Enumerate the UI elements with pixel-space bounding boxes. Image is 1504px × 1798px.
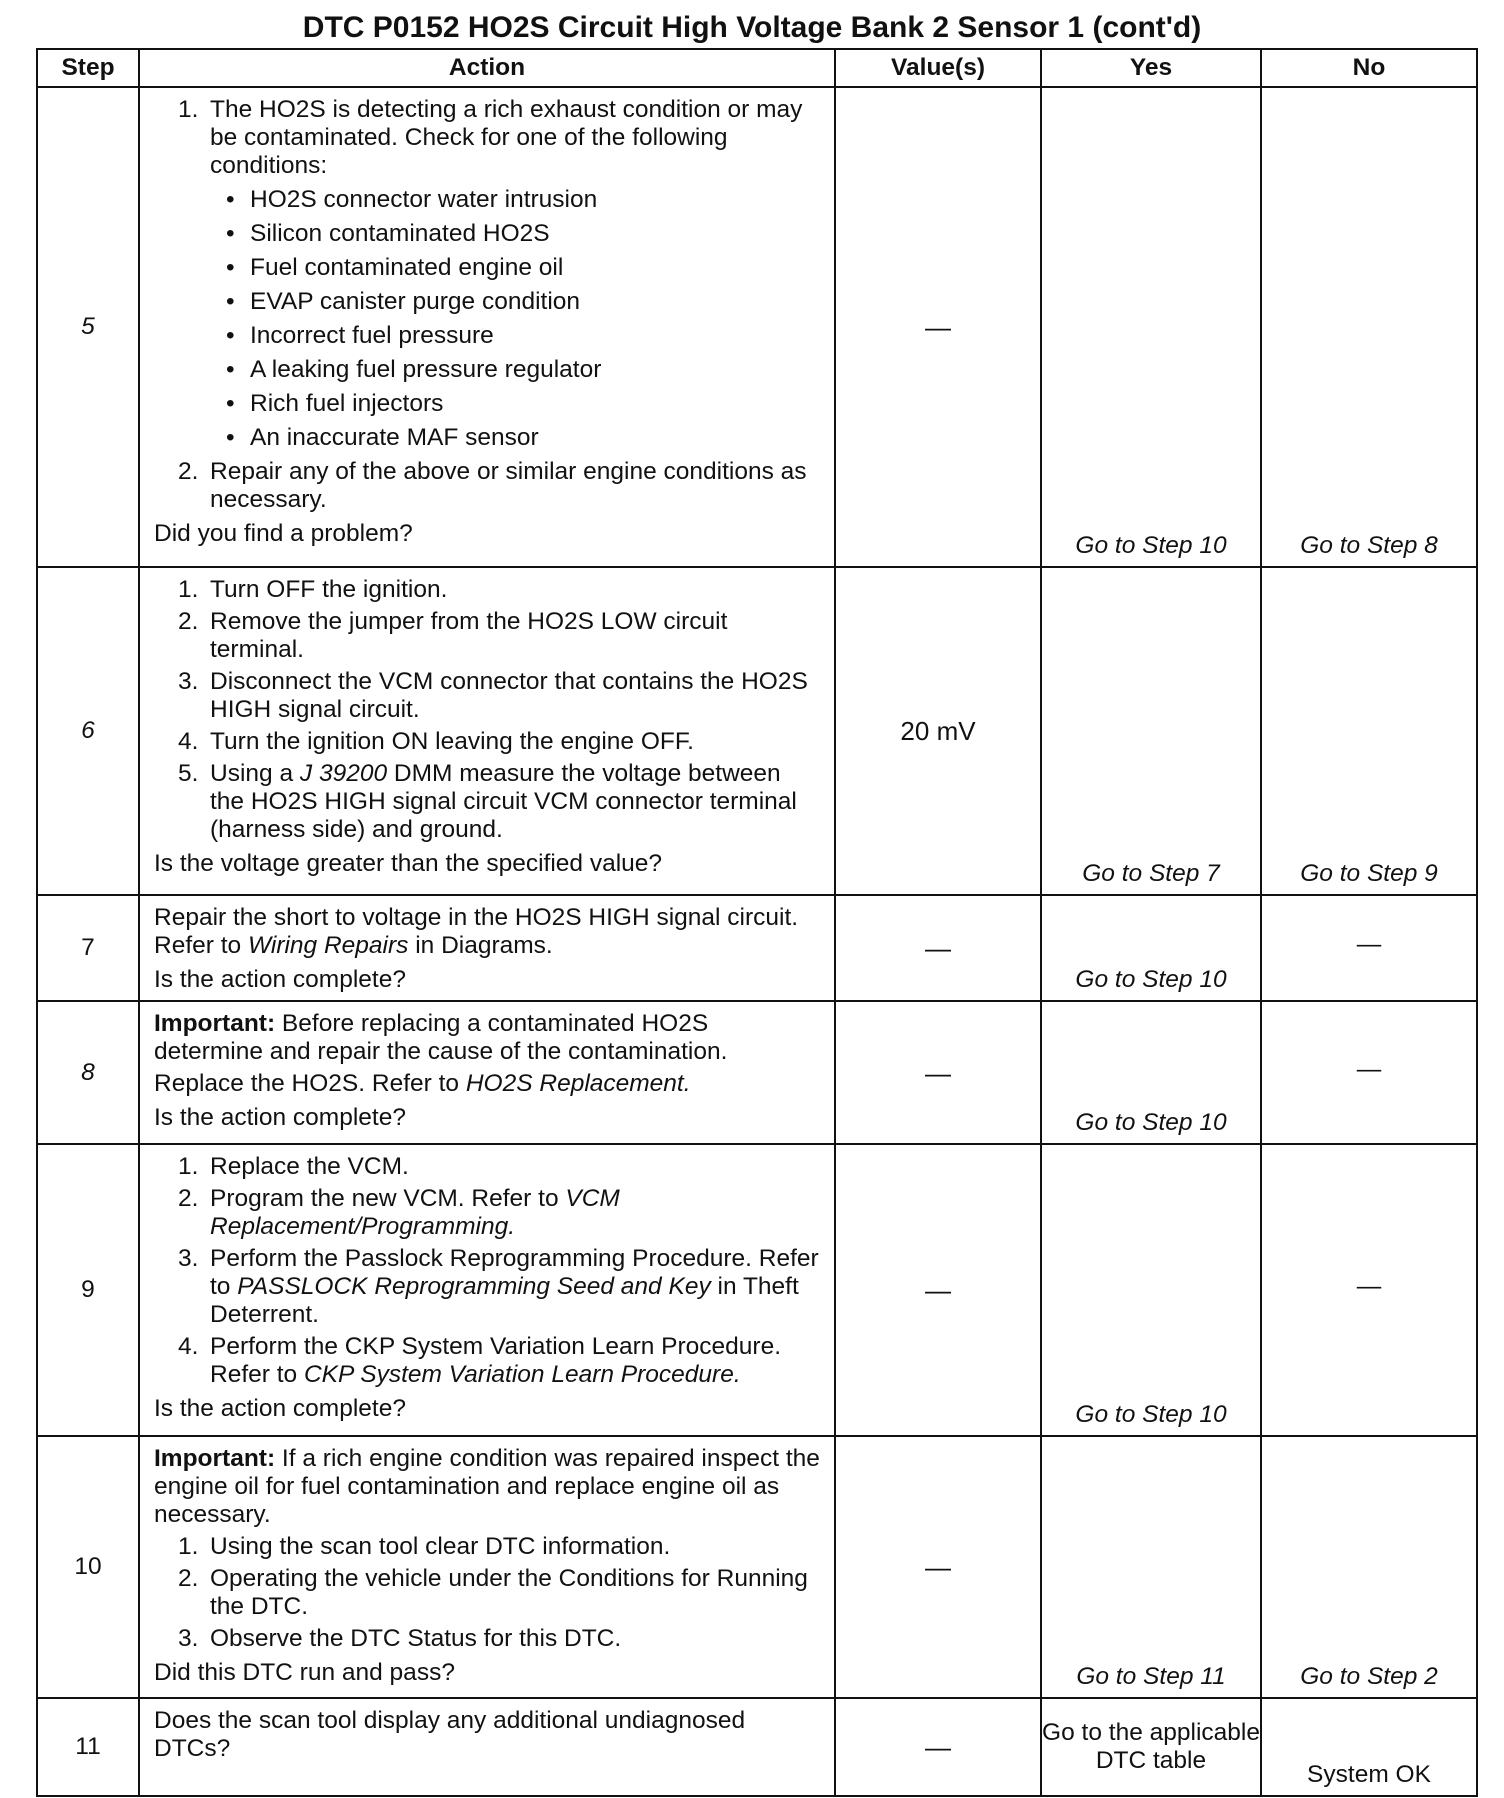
action-question: Does the scan tool display any additional undiagnosed DTCs? — [154, 1707, 746, 1762]
condition-item: EVAP canister purge condition — [250, 288, 581, 315]
value-cell: — — [835, 1698, 1041, 1796]
doc-reference: HO2S Replacement. — [465, 1070, 691, 1097]
no-cell: Go to Step 9 — [1261, 567, 1477, 895]
list-number: 1. — [178, 1153, 199, 1180]
value-cell: — — [835, 87, 1041, 567]
action-step-text: Replace the VCM. — [210, 1153, 409, 1180]
doc-reference: Wiring Repairs — [247, 932, 409, 959]
tool-reference: J 39200 — [299, 760, 388, 787]
action-step-text: DMM measure the voltage between the HO2S HIGH signal circuit VCM connector terminal (harness side) and ground. — [210, 760, 797, 843]
action-cell — [139, 895, 835, 1001]
value-cell: — — [835, 1144, 1041, 1436]
list-number: 1. — [178, 576, 199, 603]
condition-item: Incorrect fuel pressure — [250, 322, 494, 349]
table-row-step-7 — [37, 895, 1477, 1001]
no-cell: Go to Step 2 — [1261, 1436, 1477, 1698]
table-row-step-5 — [37, 87, 1477, 567]
condition-item: An inaccurate MAF sensor — [250, 424, 539, 451]
action-step-text: Turn the ignition ON leaving the engine OFF. — [210, 728, 694, 755]
no-cell: — — [1261, 1001, 1477, 1144]
value-cell: 20 mV — [835, 567, 1041, 895]
action-question: Is the action complete? — [154, 1395, 406, 1422]
list-number: 3. — [178, 1625, 199, 1652]
no-cell: — — [1261, 1144, 1477, 1436]
action-question: Did this DTC run and pass? — [154, 1659, 455, 1686]
action-step-text: Program the new VCM. Refer to — [210, 1185, 566, 1212]
action-step-text: in Theft Deterrent. — [210, 1273, 799, 1328]
list-number: 3. — [178, 1245, 199, 1272]
no-cell: Go to Step 8 — [1261, 87, 1477, 567]
important-label: Important: — [154, 1445, 276, 1472]
action-cell — [139, 567, 835, 895]
header-step: Step — [37, 49, 139, 87]
action-step-text: Perform the Passlock Reprogramming Procedure. Refer to — [210, 1245, 819, 1300]
action-question: Did you find a problem? — [154, 520, 413, 547]
action-question: Is the voltage greater than the specified value? — [154, 850, 663, 877]
condition-item: Silicon contaminated HO2S — [250, 220, 550, 247]
action-cell — [139, 1144, 835, 1436]
action-step-text: Repair the short to voltage in the HO2S HIGH signal circuit. Refer to — [154, 904, 799, 959]
step-number: 10 — [37, 1436, 139, 1698]
condition-item: A leaking fuel pressure regulator — [250, 356, 602, 383]
action-cell — [139, 1436, 835, 1698]
list-number: 2. — [178, 608, 199, 635]
header-no: No — [1261, 49, 1477, 87]
action-step-text: Using the scan tool clear DTC information. — [210, 1533, 671, 1560]
header-values: Value(s) — [835, 49, 1041, 87]
header-yes: Yes — [1041, 49, 1261, 87]
yes-cell: Go to Step 10 — [1041, 895, 1261, 1001]
table-row-step-6 — [37, 567, 1477, 895]
action-question: Is the action complete? — [154, 966, 406, 993]
action-step-text: Disconnect the VCM connector that contains the HO2S HIGH signal circuit. — [210, 668, 808, 723]
action-step-text: Remove the jumper from the HO2S LOW circuit terminal. — [210, 608, 728, 663]
list-number: 4. — [178, 728, 199, 755]
yes-cell: Go to Step 10 — [1041, 87, 1261, 567]
table-row-step-8 — [37, 1001, 1477, 1144]
important-label: Important: — [154, 1010, 276, 1037]
list-number: 2. — [178, 1185, 199, 1212]
header-action: Action — [139, 49, 835, 87]
list-number: 4. — [178, 1333, 199, 1360]
no-cell: System OK — [1261, 1698, 1477, 1796]
action-cell — [139, 1698, 835, 1796]
yes-cell: Go to Step 10 — [1041, 1144, 1261, 1436]
condition-item: HO2S connector water intrusion — [250, 186, 598, 213]
important-note: If a rich engine condition was repaired inspect the engine oil for fuel contamination and replace engine oil as necessary. — [154, 1445, 820, 1528]
table-row-step-9 — [37, 1144, 1477, 1436]
list-number: 2. — [178, 458, 199, 485]
doc-reference: VCM Replacement/Programming. — [210, 1185, 620, 1240]
condition-item: Rich fuel injectors — [250, 390, 444, 417]
list-number: 5. — [178, 760, 199, 787]
table-row-step-11 — [37, 1698, 1477, 1796]
action-step-text: Replace the HO2S. Refer to — [154, 1070, 466, 1097]
doc-reference: PASSLOCK Reprogramming Seed and Key — [237, 1273, 711, 1300]
action-step-text: in Diagrams. — [408, 932, 553, 959]
step-number: 7 — [37, 895, 139, 1001]
list-number: 3. — [178, 668, 199, 695]
step-number: 5 — [37, 87, 139, 567]
action-step-text: Operating the vehicle under the Conditions for Running the DTC. — [210, 1565, 808, 1620]
step-number: 8 — [37, 1001, 139, 1144]
action-step-text: Turn OFF the ignition. — [210, 576, 448, 603]
action-step-text: Using a — [210, 760, 300, 787]
yes-cell: Go to Step 10 — [1041, 1001, 1261, 1144]
value-cell: — — [835, 895, 1041, 1001]
important-note: Before replacing a contaminated HO2S determine and repair the cause of the contamination. — [154, 1010, 728, 1065]
action-step-text: Perform the CKP System Variation Learn Procedure. Refer to — [210, 1333, 782, 1388]
header-row — [37, 49, 1477, 87]
list-number: 1. — [178, 1533, 199, 1560]
yes-cell: Go to Step 7 — [1041, 567, 1261, 895]
action-cell — [139, 1001, 835, 1144]
action-question: Is the action complete? — [154, 1104, 406, 1131]
step-number: 6 — [37, 567, 139, 895]
value-cell: — — [835, 1436, 1041, 1698]
doc-reference: CKP System Variation Learn Procedure. — [303, 1361, 741, 1388]
yes-cell: Go to Step 11 — [1041, 1436, 1261, 1698]
value-cell: — — [835, 1001, 1041, 1144]
list-number: 1. — [178, 96, 199, 123]
list-number: 2. — [178, 1565, 199, 1592]
no-cell: — — [1261, 895, 1477, 1001]
condition-item: Fuel contaminated engine oil — [250, 254, 564, 281]
step-number: 11 — [37, 1698, 139, 1796]
action-step-text: The HO2S is detecting a rich exhaust condition or may be contaminated. Check for one of the following conditions: — [210, 96, 803, 179]
action-cell: 1. The HO2S is detecting a rich exhaust condition or may be contaminated. Check for one of the following conditions: • HO2S connector water intrusion • Silicon contaminated HO2S • Fuel contaminated engine oil • EVAP canister purge condition • Incorrect fuel pressure • A leaking fuel pressure regulator • Rich fuel injectors • An inaccurate MAF sensor 2. Repair any of the above or similar engine conditions as necessary. Did you find a problem? — [139, 87, 835, 567]
table-row-step-10 — [37, 1436, 1477, 1698]
step-number: 9 — [37, 1144, 139, 1436]
page-title: DTC P0152 HO2S Circuit High Voltage Bank 2 Sensor 1 (cont'd) — [302, 11, 1202, 44]
diagnostic-table — [36, 48, 1478, 1797]
action-step-text: Repair any of the above or similar engine conditions as necessary. — [210, 458, 807, 513]
action-step-text: Observe the DTC Status for this DTC. — [210, 1625, 622, 1652]
yes-cell: Go to the applicable DTC table — [1041, 1698, 1261, 1796]
